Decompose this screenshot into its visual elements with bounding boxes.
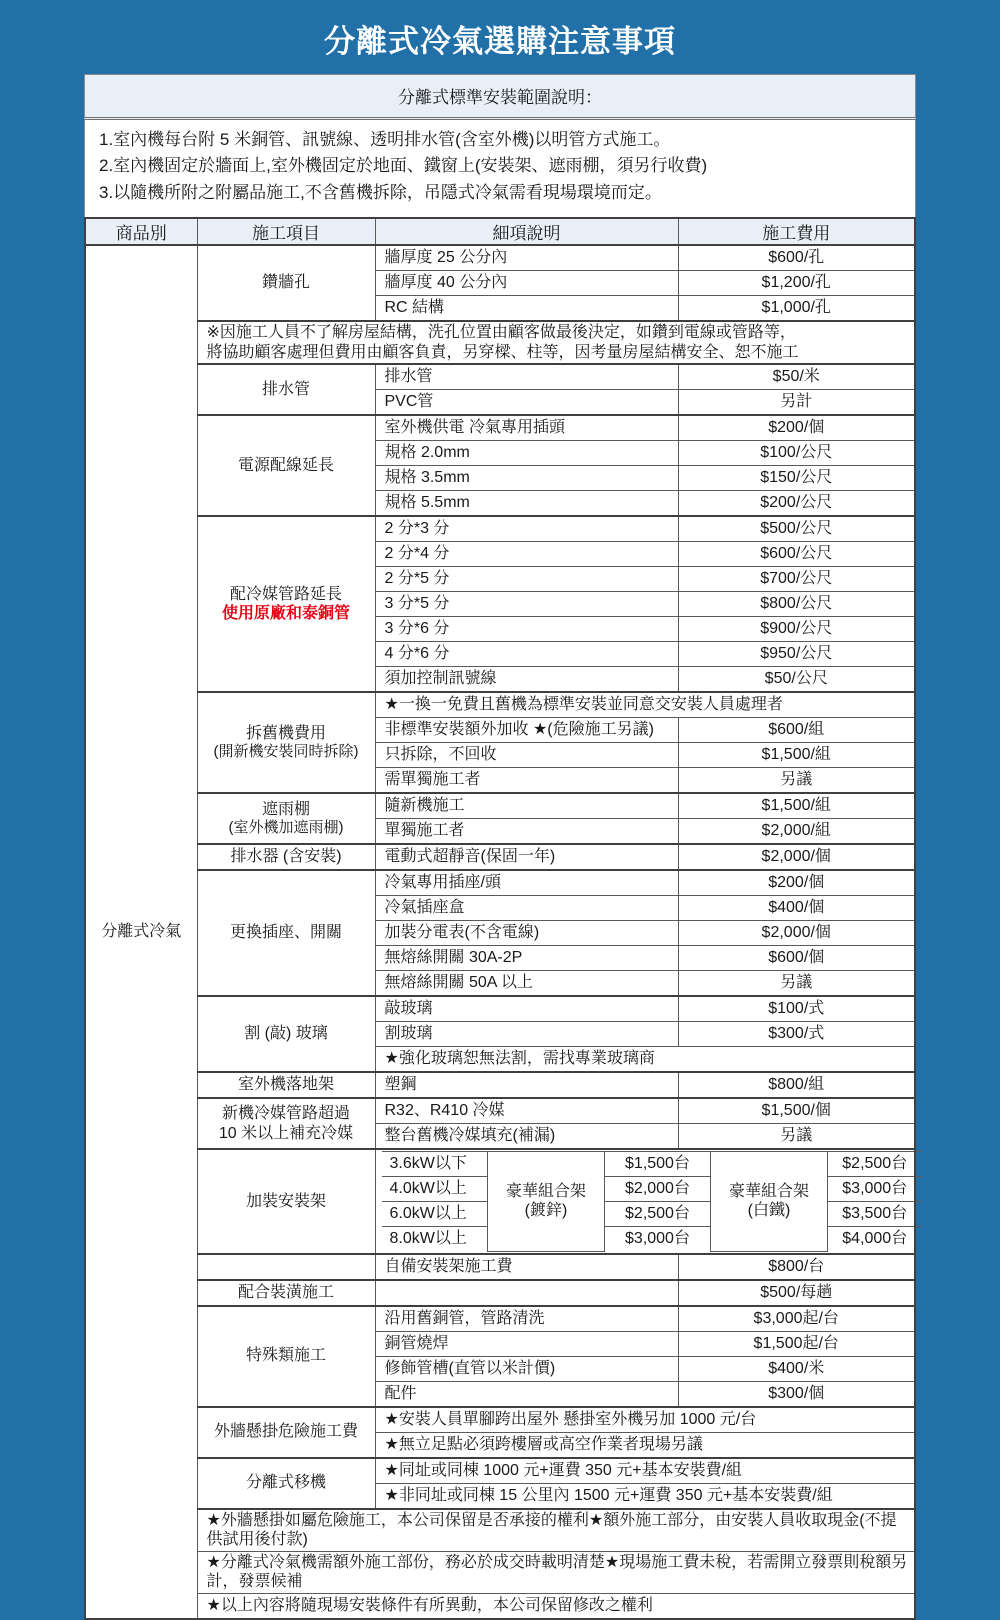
table-row — [85, 844, 915, 870]
cell-text: 配冷媒管路延長 — [229, 585, 342, 603]
cell-text: $600/個 — [768, 949, 825, 967]
cell-text: $700/公尺 — [760, 570, 833, 588]
cell-text: $1,500起/台 — [753, 1334, 839, 1352]
detail-cell — [375, 567, 678, 592]
fee-cell — [828, 1177, 922, 1202]
item-label — [197, 1306, 375, 1407]
item-label — [197, 996, 375, 1072]
fee-cell — [678, 819, 915, 845]
cell-text: $800/公尺 — [760, 595, 833, 613]
detail-cell — [375, 364, 678, 390]
fee-cell — [678, 1254, 915, 1280]
install-note-3: 3.以隨機所附之附屬品施工,不含舊機拆除，吊隱式冷氣需看現場環境而定。 — [99, 182, 662, 202]
fee-cell — [678, 1356, 915, 1381]
cell-text: 室外機落地架 — [237, 1076, 334, 1094]
note-cell — [375, 692, 915, 718]
table-row — [85, 415, 915, 441]
item-label — [197, 793, 375, 844]
note-cell — [375, 1432, 915, 1458]
cell-text: ★分離式冷氣機需額外施工部份，務必於成交時載明清楚★現場施工費未稅，若需開立發票則稅額另計，發票候補 — [206, 1553, 908, 1591]
fee-cell — [678, 1124, 915, 1150]
cell-text: 冷氣專用插座/頭 — [384, 874, 501, 892]
table-row — [85, 321, 915, 364]
cell-text: 新機冷媒管路超過 — [221, 1105, 350, 1123]
content-panel — [84, 74, 916, 1620]
table-row — [85, 364, 915, 390]
fee-cell — [678, 996, 915, 1022]
detail-cell — [382, 1227, 488, 1252]
cell-text: 規格 5.5mm — [384, 494, 470, 512]
cell-text: 隨新機施工 — [384, 797, 465, 815]
cell-text: 3 分*6 分 — [384, 620, 450, 638]
fee-cell — [605, 1177, 711, 1202]
cell-text: 無熔絲開關 50A 以上 — [384, 974, 533, 992]
cell-text: 另計 — [780, 393, 813, 411]
fee-cell — [678, 390, 915, 416]
fee-cell — [678, 793, 915, 819]
fee-cell — [678, 921, 915, 946]
cell-text: 配合裝潢施工 — [237, 1283, 334, 1301]
fee-cell — [678, 718, 915, 743]
cell-text: 2 分*3 分 — [384, 520, 450, 538]
detail-cell — [375, 1356, 678, 1381]
fee-cell — [678, 542, 915, 567]
table-row — [382, 1227, 922, 1252]
empty-cell — [197, 1254, 375, 1280]
cell-text: ★以上內容將隨現場安裝條件有所異動，本公司保留修改之權利 — [206, 1596, 653, 1614]
cell-text: 牆厚度 25 公分內 — [384, 249, 508, 267]
rack-subtable-cell — [375, 1149, 915, 1254]
cell-text: $400/個 — [768, 899, 825, 917]
fee-cell — [678, 245, 915, 271]
cell-text: ★外牆懸掛如屬危險施工，本公司保留是否承接的權利★額外施工部分，由安裝人員收取現金(不提供試用後付款) — [206, 1511, 897, 1549]
pricing-table — [84, 217, 916, 1620]
cell-text: $3,000台 — [625, 1230, 690, 1248]
cell-subtext: (開新機安裝同時拆除) — [213, 743, 359, 761]
cell-text: $100/式 — [768, 1000, 825, 1018]
detail-cell — [375, 441, 678, 466]
cell-text: ★一換一免費且舊機為標準安裝並同意交安裝人員處理者 — [384, 696, 783, 714]
cell-text: 排水管 — [261, 380, 310, 398]
note-cell — [197, 321, 915, 364]
cell-text: $1,500/個 — [761, 1102, 831, 1120]
cell-text: $3,500台 — [842, 1205, 908, 1223]
cell-text: 遮雨棚 — [261, 800, 310, 818]
table-row — [85, 516, 915, 542]
cell-text: 排水管 — [384, 368, 433, 386]
cell-text: ★同址或同棟 1000 元+運費 350 元+基本安裝費/組 — [384, 1461, 743, 1479]
cell-text: 修飾管槽(直管以米計價) — [384, 1359, 556, 1377]
install-note-1: 1.室內機每台附 5 米銅管、訊號線、透明排水管(含室外機)以明管方式施工。 — [99, 130, 671, 149]
table-row — [382, 1177, 922, 1202]
cell-text: $300/式 — [768, 1025, 825, 1043]
item-label — [197, 1072, 375, 1098]
detail-cell — [375, 1254, 678, 1280]
detail-cell — [375, 971, 678, 997]
detail-cell — [375, 896, 678, 921]
fee-cell — [678, 567, 915, 592]
footnote-cell — [197, 1551, 915, 1593]
fee-cell — [678, 1098, 915, 1124]
cell-text: 商品別 — [115, 224, 167, 244]
cell-text: $800/組 — [768, 1076, 825, 1094]
fee-cell — [678, 296, 915, 322]
fee-cell — [828, 1202, 922, 1227]
footnote-cell — [197, 1593, 915, 1619]
install-scope-header: 分離式標準安裝範圍說明： — [84, 74, 916, 120]
cell-text: (白鐵) — [747, 1202, 791, 1220]
cell-text: $600/公尺 — [760, 545, 833, 563]
cell-text: $2,000台 — [625, 1180, 690, 1198]
fee-cell — [678, 441, 915, 466]
cell-text: 室外機供電 冷氣專用插頭 — [384, 419, 565, 437]
table-row — [85, 1407, 915, 1433]
cell-text: 2 分*5 分 — [384, 570, 450, 588]
note-cell — [375, 1047, 915, 1073]
table-row — [382, 1202, 922, 1227]
cell-text: $2,500台 — [625, 1205, 690, 1223]
fee-cell — [678, 844, 915, 870]
fee-cell — [678, 1306, 915, 1332]
cell-text: $150/公尺 — [760, 469, 833, 487]
detail-cell — [375, 617, 678, 642]
detail-cell — [375, 768, 678, 794]
detail-cell — [375, 415, 678, 441]
fee-cell — [828, 1152, 922, 1177]
cell-text: 細項說明 — [492, 224, 561, 244]
cell-text: ★安裝人員單腳跨出屋外 懸掛室外機另加 1000 元/台 — [384, 1410, 757, 1428]
detail-cell — [375, 642, 678, 667]
cell-text: $600/孔 — [768, 249, 825, 267]
fee-cell — [678, 870, 915, 896]
cell-text: $800/台 — [768, 1257, 825, 1275]
cell-text: 4 分*6 分 — [384, 645, 450, 663]
cell-text: 沿用舊銅管，管路清洗 — [384, 1309, 545, 1327]
fee-cell — [678, 743, 915, 768]
cell-text: 外牆懸掛危險施工費 — [213, 1423, 358, 1441]
item-label — [197, 692, 375, 793]
detail-cell — [375, 718, 678, 743]
fee-cell — [678, 642, 915, 667]
cell-text: 分離式冷氣 — [101, 923, 182, 941]
cell-text: $950/公尺 — [760, 645, 833, 663]
detail-cell — [375, 1022, 678, 1047]
cell-text: $100/公尺 — [760, 444, 833, 462]
note-cell — [375, 1458, 915, 1484]
detail-cell — [375, 271, 678, 296]
fee-cell — [678, 491, 915, 517]
detail-cell — [375, 542, 678, 567]
cell-text: $4,000台 — [842, 1230, 908, 1248]
table-row — [85, 692, 915, 718]
cell-text: ★強化玻璃恕無法割，需找專業玻璃商 — [384, 1050, 655, 1068]
detail-cell — [375, 466, 678, 491]
footnote-cell — [197, 1509, 915, 1552]
cell-text: $400/米 — [768, 1359, 825, 1377]
cell-text: 另議 — [780, 771, 813, 789]
item-label — [197, 1280, 375, 1306]
item-label — [197, 1098, 375, 1149]
column-header — [85, 218, 197, 245]
cell-text: 另議 — [780, 974, 813, 992]
cell-text: 6.0kW以上 — [389, 1205, 467, 1223]
fee-cell — [678, 415, 915, 441]
cell-text: R32、R410 冷媒 — [384, 1102, 505, 1120]
cell-text: 施工項目 — [252, 224, 320, 244]
cell-text: 拆舊機費用 — [245, 724, 326, 742]
detail-cell — [375, 743, 678, 768]
cell-text: 單獨施工者 — [384, 822, 465, 840]
cell-text: ★無立足點必須跨樓層或高空作業者現場另議 — [384, 1435, 703, 1453]
detail-cell — [382, 1202, 488, 1227]
column-header — [678, 218, 915, 245]
cell-text: PVC管 — [384, 393, 434, 411]
cell-subtext: (室外機加遮雨棚) — [228, 819, 344, 837]
fee-cell — [678, 1381, 915, 1407]
cell-text: 冷氣插座盒 — [384, 899, 465, 917]
table-row — [85, 870, 915, 896]
fee-cell — [678, 971, 915, 997]
detail-cell — [375, 1124, 678, 1150]
note-cell — [375, 1407, 915, 1433]
cell-text: 3.6kW以下 — [389, 1155, 467, 1173]
cell-text: $200/個 — [768, 874, 825, 892]
cell-text: 自備安裝架施工費 — [384, 1257, 513, 1275]
cell-text: (鍍鋅) — [524, 1202, 568, 1220]
item-label — [197, 870, 375, 996]
detail-cell — [375, 516, 678, 542]
fee-cell — [678, 271, 915, 296]
cell-text: ★非同址或同棟 15 公里內 1500 元+運費 350 元+基本安裝費/組 — [384, 1486, 833, 1504]
fee-cell — [678, 1072, 915, 1098]
cell-text: 4.0kW以上 — [389, 1180, 467, 1198]
cell-text: $300/個 — [768, 1384, 825, 1402]
cell-text: 電動式超靜音(保固一年) — [384, 848, 556, 866]
detail-cell — [375, 1098, 678, 1124]
table-row — [85, 1593, 915, 1619]
cell-text: 豪華組合架 — [505, 1182, 586, 1200]
cell-text: 銅管燒焊 — [384, 1334, 449, 1352]
rack-subtable — [382, 1151, 922, 1252]
fee-cell — [605, 1227, 711, 1252]
cell-text: $50/公尺 — [764, 670, 828, 688]
cell-text: 須加控制訊號線 — [384, 670, 497, 688]
fee-cell — [678, 466, 915, 491]
fee-cell — [678, 364, 915, 390]
cell-text: $3,000起/台 — [753, 1309, 839, 1327]
cell-text: 2 分*4 分 — [384, 545, 450, 563]
cell-text: 牆厚度 40 公分內 — [384, 274, 508, 292]
cell-text: $200/個 — [768, 419, 825, 437]
table-row — [85, 1551, 915, 1593]
cell-text: $1,500台 — [625, 1155, 690, 1173]
detail-cell — [375, 844, 678, 870]
detail-cell — [375, 921, 678, 946]
cell-text: 割 (敲) 玻璃 — [244, 1025, 328, 1043]
fee-cell — [678, 1022, 915, 1047]
cell-text: $2,500台 — [842, 1155, 908, 1173]
cell-text: 規格 2.0mm — [384, 444, 470, 462]
item-label — [197, 516, 375, 692]
table-row — [85, 1149, 915, 1254]
install-note-2: 2.室內機固定於牆面上,室外機固定於地面、鐵窗上(安裝架、遮雨棚，須另行收費) — [99, 156, 708, 176]
detail-cell — [382, 1177, 488, 1202]
detail-cell — [375, 592, 678, 617]
cell-text: 需單獨施工者 — [384, 771, 481, 789]
table-row — [85, 1254, 915, 1280]
cell-text: 配件 — [384, 1384, 417, 1402]
rack-type-galvanized — [488, 1152, 605, 1252]
table-row — [85, 245, 915, 271]
cell-text: $500/公尺 — [760, 520, 833, 538]
cell-text: 塑鋼 — [384, 1076, 417, 1094]
fee-cell — [828, 1227, 922, 1252]
cell-subtext: 10 米以上補充冷媒 — [218, 1124, 354, 1142]
cell-text: $500/每趟 — [760, 1283, 833, 1301]
cell-text: 非標準安裝額外加收 ★(危險施工另議) — [384, 721, 654, 739]
detail-cell — [375, 1072, 678, 1098]
item-label — [197, 415, 375, 516]
cell-text: $600/組 — [768, 721, 825, 739]
cell-text: $1,500/組 — [761, 746, 831, 764]
cell-text: $2,000/個 — [761, 848, 831, 866]
table-row — [85, 1280, 915, 1306]
cell-text: 加裝安裝架 — [245, 1192, 326, 1210]
cell-text: 更換插座、開關 — [229, 924, 342, 942]
detail-cell — [375, 1381, 678, 1407]
item-label — [197, 844, 375, 870]
detail-cell — [375, 245, 678, 271]
fee-cell — [678, 617, 915, 642]
item-label — [197, 1149, 375, 1254]
cell-text: ※因施工人員不了解房屋結構，洗孔位置由顧客做最後決定，如鑽到電線或管路等， — [206, 324, 796, 342]
detail-cell — [375, 996, 678, 1022]
cell-text: 只拆除，不回收 — [384, 746, 497, 764]
detail-cell — [375, 946, 678, 971]
item-label — [197, 1458, 375, 1509]
item-label — [197, 364, 375, 415]
fee-cell — [605, 1202, 711, 1227]
cell-text: 割玻璃 — [384, 1025, 433, 1043]
detail-cell — [375, 793, 678, 819]
item-label — [197, 245, 375, 321]
fee-cell — [678, 896, 915, 921]
cell-text: $1,200/孔 — [761, 274, 831, 292]
column-header — [197, 218, 375, 245]
detail-cell — [375, 1306, 678, 1332]
cell-text: 鑽牆孔 — [261, 274, 310, 292]
table-row — [85, 1072, 915, 1098]
table-row — [85, 1509, 915, 1552]
empty-cell — [375, 1280, 678, 1306]
cell-text: 加裝分電表(不含電線) — [384, 924, 540, 942]
product-category-cell — [85, 245, 197, 1619]
cell-text: 敲玻璃 — [384, 1000, 433, 1018]
cell-text: RC 結構 — [384, 299, 445, 317]
cell-text: 豪華組合架 — [728, 1182, 809, 1200]
detail-cell — [375, 491, 678, 517]
table-row — [382, 1152, 922, 1177]
install-notes — [84, 120, 916, 217]
fee-cell — [678, 592, 915, 617]
fee-cell — [678, 946, 915, 971]
detail-cell — [375, 819, 678, 845]
table-row — [85, 1098, 915, 1124]
rack-type-stainless — [711, 1152, 828, 1252]
detail-cell — [375, 296, 678, 322]
cell-text: $900/公尺 — [760, 620, 833, 638]
item-label — [197, 1407, 375, 1458]
cell-text: $2,000/個 — [761, 924, 831, 942]
cell-text: $1,000/孔 — [761, 299, 831, 317]
cell-text: 施工費用 — [762, 224, 831, 244]
detail-cell — [375, 667, 678, 693]
fee-cell — [678, 1331, 915, 1356]
fee-cell — [678, 516, 915, 542]
table-row — [85, 1306, 915, 1332]
cell-text: 分離式移機 — [245, 1474, 326, 1492]
cell-text: 特殊類施工 — [245, 1347, 326, 1365]
fee-cell — [678, 1280, 915, 1306]
cell-text: 電源配線延長 — [237, 456, 334, 474]
fee-cell — [605, 1152, 711, 1177]
cell-text: 8.0kW以上 — [389, 1230, 467, 1248]
detail-cell — [375, 1331, 678, 1356]
table-row — [85, 996, 915, 1022]
fee-cell — [678, 768, 915, 794]
cell-text: $200/公尺 — [760, 494, 833, 512]
header-row — [85, 218, 915, 245]
cell-text: 規格 3.5mm — [384, 469, 470, 487]
cell-text: $50/米 — [772, 368, 820, 386]
cell-text: 排水器 (含安裝) — [230, 848, 342, 866]
cell-text: $1,500/組 — [761, 797, 831, 815]
page-title: 分離式冷氣選購注意事項 — [324, 24, 676, 59]
table-row — [85, 1458, 915, 1484]
table-row — [85, 793, 915, 819]
detail-cell — [375, 390, 678, 416]
cell-text: 另議 — [780, 1127, 813, 1145]
cell-subtext: 使用原廠和泰銅管 — [221, 605, 350, 623]
cell-text: 無熔絲開關 30A-2P — [384, 949, 523, 967]
column-header — [375, 218, 678, 245]
detail-cell — [382, 1152, 488, 1177]
cell-text: 整台舊機冷媒填充(補漏) — [384, 1127, 556, 1145]
cell-text: $2,000/組 — [761, 822, 831, 840]
note-cell — [375, 1483, 915, 1509]
fee-cell — [678, 667, 915, 693]
cell-text: $3,000台 — [842, 1180, 908, 1198]
cell-text: 將協助顧客處理但費用由顧客負責，另穿樑、柱等，因考量房屋結構安全、恕不施工 — [206, 343, 799, 361]
cell-text: 3 分*5 分 — [384, 595, 450, 613]
detail-cell — [375, 870, 678, 896]
